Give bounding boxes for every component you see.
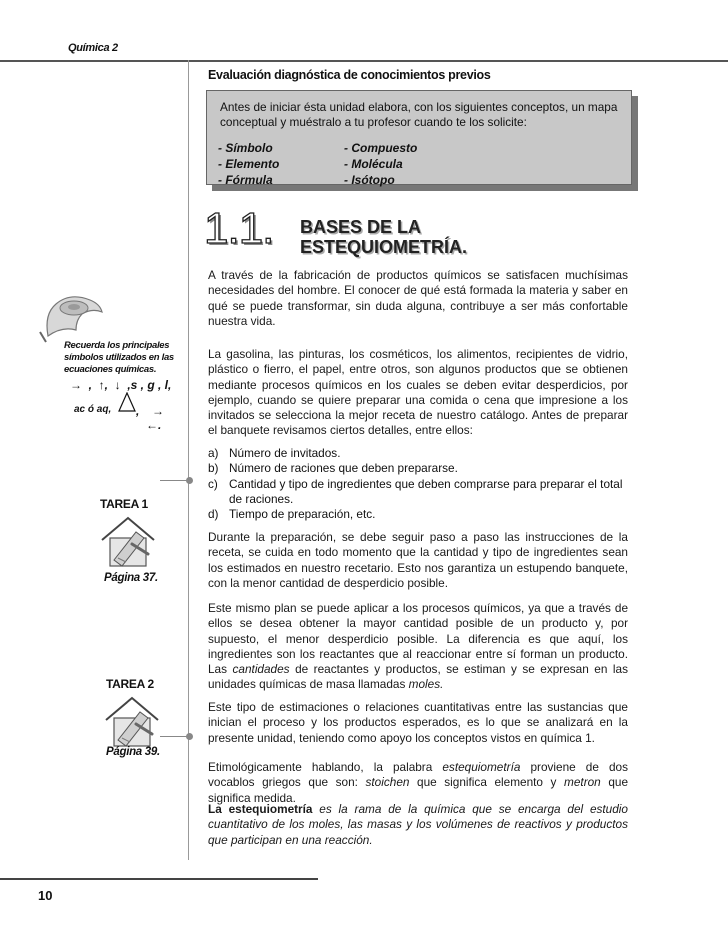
paragraph: Durante la preparación, se debe seguir paso a paso las instrucciones de la receta, se cuida en todo momento que la cantidad y tipo de ingredientes sean los estimados en nuestro recetario. Esto nos garantiza un estupendo banquete, con la menor cantidad de desperdicio posible. [208, 530, 628, 590]
homework-house-icon [96, 514, 160, 570]
concept-item: - Elemento [218, 157, 280, 171]
running-header: Química 2 [68, 42, 118, 54]
pushpin-icon [36, 290, 108, 346]
column-divider [188, 60, 189, 860]
section-title [300, 217, 467, 257]
paragraph-text: que significa medida. [208, 775, 628, 805]
emphasis: moles. [408, 677, 444, 692]
list-marker: a) [208, 446, 219, 460]
list-marker: c) [208, 476, 218, 491]
right-arrow-symbol: → [152, 404, 164, 418]
task-2-label: TAREA 2 [106, 677, 154, 691]
paragraph-text: de reactantes y productos, se estiman y se expresan en las unidades químicas de masa llamadas [208, 662, 628, 692]
emphasis: metron [564, 775, 601, 790]
paragraph-text: Este mismo plan se puede aplicar a los procesos químicos, ya que a través de ellos se desea obtener la mayor cantidad posible de un producto y, por supuesto, el menor desperdicio posible. La diferencia es que aquí, los ingredientes son los reactantes que al reaccionar entre sí forman un producto. Las [208, 601, 628, 677]
list-text: Número de raciones que deben prepararse. [229, 461, 458, 476]
definition-term: La estequiometría [208, 802, 313, 816]
chemical-symbols [64, 378, 186, 430]
list-text: Cantidad y tipo de ingredientes que deben comprarse para preparar el total de raciones. [229, 476, 623, 506]
evaluation-instructions: Antes de iniciar ésta unidad elabora, con los siguientes conceptos, un mapa conceptual y muéstralo a tu profesor cuando te los solicite: [220, 100, 618, 129]
homework-house-icon [100, 694, 164, 750]
delta-icon [118, 392, 136, 415]
paragraph-text: Etimológicamente hablando, la palabra [208, 760, 443, 774]
paragraph: A través de la fabricación de productos químicos se satisfacen muchísimas necesidades del hombre. El conocer de qué está formada la materia y saber en qué se puede transformar, sin duda alguna, contribuye a ser más confortable nuestra vida. [208, 268, 628, 328]
list-item [208, 477, 628, 508]
section-title-line: ESTEQUIOMETRÍA. [300, 237, 468, 257]
list-text: Número de invitados. [229, 446, 341, 460]
definition-paragraph [208, 802, 628, 848]
list-marker: d) [208, 507, 219, 522]
section-title-line: BASES DE LA [300, 217, 422, 237]
connector-dot [186, 733, 193, 740]
paragraph-text: que significa elemento y [409, 775, 565, 790]
task-1-page: Página 37. [104, 572, 158, 584]
footer-rule [0, 878, 318, 880]
paragraph: La gasolina, las pinturas, los cosméticos, los alimentos, recipientes de vidrio, plástico o fierro, el papel, entre otros, son algunos productos que se obtienen mediante procesos químicos en los cuales se deben evitar desperdicios, por ejemplo, cuando se quiere preparar una comida o cena que impresione a los invitados se selecciona la mejor receta de nuestro catálogo. Antes de preparar el banquete revisamos ciertos detalles, entre ellos: [208, 347, 628, 438]
paragraph-text: proviene de dos vocablos griegos que son: [208, 760, 628, 790]
task-2-page: Página 39. [106, 746, 160, 758]
paragraph [208, 601, 628, 693]
section-number: 1.1. [204, 204, 274, 253]
symbols-separator: , [136, 404, 140, 418]
paragraph-text: es la rama de la química que se encarga del estudio cuantitativo de los moles, las masas y los volúmenes de reactivos y productos que participan en una reacción. [208, 802, 628, 847]
concept-item: - Compuesto [344, 141, 418, 155]
header-rule [0, 60, 728, 62]
emphasis: cantidades [232, 662, 290, 677]
emphasis: estequiometría [442, 760, 521, 774]
paragraph [208, 760, 628, 806]
left-arrow-symbol: ←. [146, 418, 162, 432]
list-item [208, 507, 628, 522]
list-item [208, 446, 628, 461]
page-number: 10 [38, 888, 53, 903]
list-text: Tiempo de preparación, etc. [229, 507, 376, 522]
concept-item: - Isótopo [344, 173, 395, 187]
concept-item: - Símbolo [218, 141, 273, 155]
reminder-note: Recuerda los principales símbolos utilizados en las ecuaciones químicas. [64, 340, 174, 375]
evaluation-title: Evaluación diagnóstica de conocimientos previos [208, 68, 491, 82]
concept-item: - Fórmula [218, 173, 273, 187]
list-item [208, 461, 628, 476]
connector-dot [186, 477, 193, 484]
symbols-row: → , ↑, ↓ ,s , g , l, [70, 378, 172, 392]
emphasis: stoichen [365, 775, 410, 790]
task-1-label: TAREA 1 [100, 497, 148, 511]
list-marker: b) [208, 461, 219, 476]
requirements-list [208, 446, 628, 522]
concept-item: - Molécula [344, 157, 403, 171]
paragraph: Este tipo de estimaciones o relaciones cuantitativas entre las sustancias que inician el proceso y los productos esperados, es lo que se analizará en la presente unidad, teniendo como apoyo los conceptos vistos en química 1. [208, 700, 628, 745]
symbols-ac: ac ó aq, [74, 404, 112, 415]
